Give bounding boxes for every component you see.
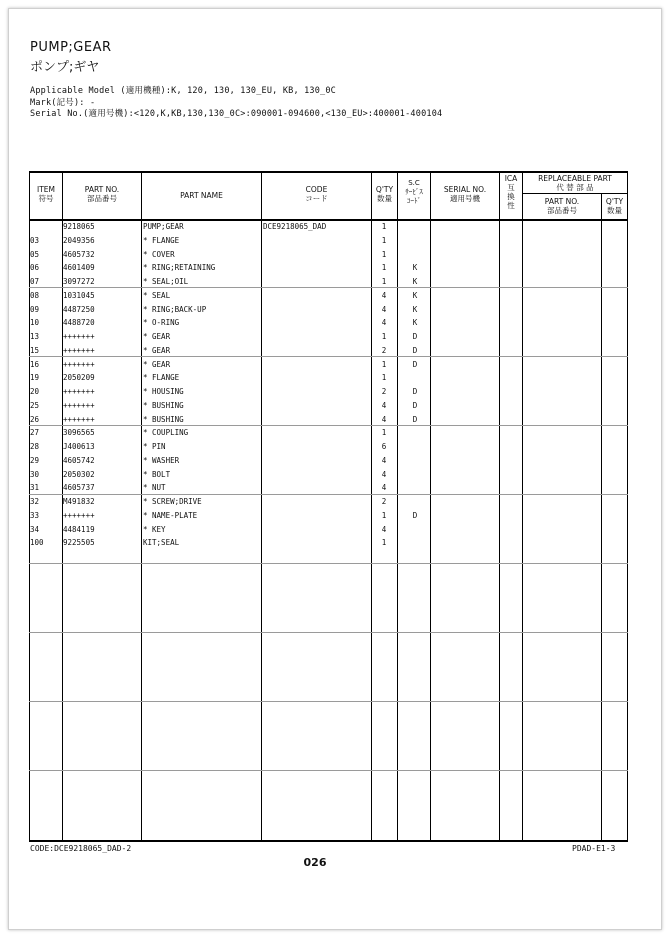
quantity: 1 [381,249,387,259]
quantity: 1 [381,373,387,383]
service-code [402,538,428,548]
header-serial-no: SERIAL NO. 適用号機 [443,185,487,203]
page-number: 026 [303,856,327,869]
service-code: D [412,387,418,396]
item-number: 13 [30,332,40,341]
header-part-name: PART NAME [180,191,223,200]
part-number: 4487250 [63,304,95,314]
service-code [402,483,428,493]
quantity: 4 [381,483,387,493]
serial-range: Serial No.(適用号機):<120,K,KB,130,130_0C>:090001-094600,<130_EU>:400001-400104 [30,109,443,119]
service-code [402,236,428,246]
quantity: 1 [381,222,387,231]
divider-serial [499,171,500,841]
part-name: * FLANGE [143,235,180,245]
service-code: D [412,414,418,424]
header-part-no: PART NO. 部品番号 [84,185,120,203]
item-number: 28 [30,442,40,451]
service-code [402,442,428,452]
part-number: 4601409 [63,263,95,273]
service-code: D [412,510,418,520]
item-number: 26 [30,414,40,424]
group-separator [29,632,628,633]
divider-qty [397,171,398,841]
part-number: 9225505 [63,538,95,548]
quantity: 4 [381,455,387,465]
part-name: * SCREW;DRIVE [143,497,202,506]
mark: Mark(記号): - [30,98,96,108]
part-number: 2050209 [63,373,95,383]
quantity: 4 [381,290,387,300]
service-code [402,470,428,480]
item-number: 33 [30,510,40,520]
service-code: K [412,318,418,328]
part-number: 4605742 [63,455,95,465]
footer-reference: PDAD-E1-3 [572,844,616,853]
header-qty: Q'TY 数量 [375,185,394,203]
quantity: 1 [381,235,387,245]
part-name: * GEAR [143,345,171,355]
service-code [402,250,428,260]
quantity: 1 [381,428,387,438]
quantity: 4 [381,524,387,534]
part-name: * PIN [143,442,166,451]
service-code: D [412,359,418,369]
part-number: +++++++ [63,414,95,424]
part-number: +++++++ [63,510,95,520]
part-name: * KEY [143,524,166,534]
table-top-rule [29,171,628,173]
page-title-japanese: ポンプ;ギヤ [30,60,100,75]
service-code: D [412,345,418,355]
part-number: 4605732 [63,249,95,259]
divider-sc [430,171,431,841]
item-number: 15 [30,345,40,355]
item-number: 25 [30,400,40,410]
part-number: M491832 [63,497,95,506]
divider-partno [141,171,142,841]
header-ica: ICA 互 換 性 [504,174,518,210]
divider-name [261,171,262,841]
quantity: 2 [381,387,387,396]
service-code: D [412,332,418,341]
quantity: 4 [381,304,387,314]
header-code: CODE コード [305,185,328,203]
part-name: * SEAL;OIL [143,277,189,286]
part-number: +++++++ [63,332,95,341]
part-name: PUMP;GEAR [143,222,184,231]
footer-code: CODE:DCE9218065_DAD-2 [30,844,132,853]
part-number: 3096565 [63,428,95,438]
document-page [8,8,662,930]
page-title: PUMP;GEAR [30,40,112,55]
service-code [402,456,428,466]
part-number: +++++++ [63,400,95,410]
group-separator [29,701,628,702]
part-number: 1031045 [63,290,95,300]
header-rep-qty: Q'TY 数量 [605,197,624,215]
item-number: 05 [30,249,40,259]
part-name: * WASHER [143,455,180,465]
part-number: 4484119 [63,524,95,534]
part-name: * GEAR [143,332,171,341]
header-replaceable-part: REPLACEABLE PART 代 替 部 品 [538,174,612,192]
code: DCE9218065_DAD [263,222,327,231]
part-number: 4605737 [63,483,95,493]
part-name: * GEAR [143,359,171,369]
part-name: * SEAL [143,290,171,300]
group-separator [29,287,628,288]
group-separator [29,425,628,426]
group-separator [29,563,628,564]
group-separator [29,770,628,771]
item-number: 09 [30,304,40,314]
part-name: KIT;SEAL [143,538,180,548]
service-code [402,428,428,438]
service-code: K [412,290,418,300]
item-number: 30 [30,469,40,479]
header-rep-part-no: PART NO. 部品番号 [544,197,580,215]
item-number: 16 [30,359,40,369]
replaceable-subheader-rule [522,193,627,194]
part-name: * HOUSING [143,387,184,396]
part-name: * RING;RETAINING [143,263,216,273]
service-code: K [412,263,418,273]
part-number: +++++++ [63,359,95,369]
quantity: 4 [381,400,387,410]
service-code [402,497,428,507]
quantity: 2 [381,497,387,506]
table-right-border [627,171,628,842]
part-number: 4488720 [63,318,95,328]
quantity: 6 [381,442,387,451]
applicable-model: Applicable Model (適用機種):K, 120, 130, 130_EU, KB, 130_0C [30,86,336,96]
service-code [402,525,428,535]
part-name: * O-RING [143,318,180,328]
quantity: 1 [381,510,387,520]
quantity: 4 [381,414,387,424]
part-number: +++++++ [63,387,95,396]
quantity: 1 [381,332,387,341]
item-number: 07 [30,277,40,286]
item-number: 34 [30,524,40,534]
group-separator [29,494,628,495]
header-service-code: S.C ｻｰﾋﾞｽ ｺｰﾄﾞ [405,179,423,205]
service-code: K [412,277,418,286]
quantity: 1 [381,263,387,273]
part-name: * FLANGE [143,373,180,383]
quantity: 1 [381,359,387,369]
divider-rep-partno [601,193,602,841]
part-number: 2049356 [63,235,95,245]
service-code: D [412,400,418,410]
item-number: 100 [30,538,44,548]
part-name: * BUSHING [143,400,184,410]
part-number: 3097272 [63,277,95,286]
quantity: 4 [381,318,387,328]
item-number: 31 [30,483,40,493]
service-code: K [412,304,418,314]
part-number: +++++++ [63,345,95,355]
part-name: * COVER [143,249,175,259]
item-number: 10 [30,318,40,328]
item-number: 19 [30,373,40,383]
header-item: ITEM 符号 [36,185,55,203]
part-name: * BUSHING [143,414,184,424]
part-number: J400613 [63,442,95,451]
quantity: 2 [381,345,387,355]
service-code [402,373,428,383]
item-number: 06 [30,263,40,273]
quantity: 1 [381,538,387,548]
item-number: 20 [30,387,40,396]
group-separator [29,356,628,357]
divider-ica [522,171,523,841]
item-number: 32 [30,497,40,506]
part-number: 2050302 [63,469,95,479]
item-number: 27 [30,428,40,438]
table-bottom-rule [29,840,628,842]
service-code [402,222,428,232]
item-number: 29 [30,455,40,465]
part-name: * RING;BACK-UP [143,304,207,314]
item-number: 03 [30,235,40,245]
part-name: * BOLT [143,469,171,479]
header-bottom-rule [29,219,628,221]
quantity: 1 [381,277,387,286]
part-name: * COUPLING [143,428,189,438]
part-number: 9218065 [63,222,95,231]
item-number: 08 [30,290,40,300]
quantity: 4 [381,469,387,479]
divider-code [371,171,372,841]
part-name: * NAME-PLATE [143,510,198,520]
part-name: * NUT [143,483,166,493]
